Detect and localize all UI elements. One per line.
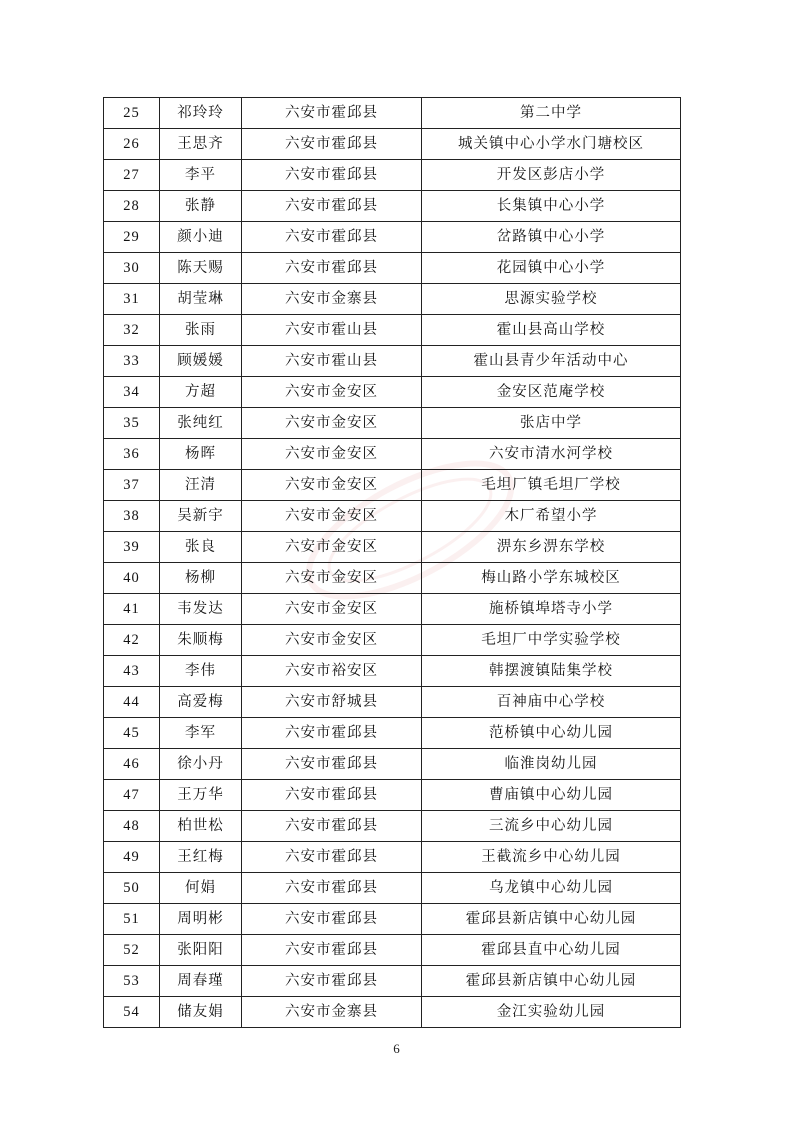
region-cell: 六安市霍邱县: [242, 718, 422, 749]
teacher-name-cell: 胡莹琳: [160, 284, 242, 315]
row-number-cell: 51: [104, 904, 160, 935]
school-cell: 霍邱县新店镇中心幼儿园: [422, 904, 681, 935]
table-row: [104, 284, 681, 315]
table-row: [104, 439, 681, 470]
table-row: [104, 222, 681, 253]
table-row: [104, 625, 681, 656]
table-row: [104, 780, 681, 811]
row-number-cell: 38: [104, 501, 160, 532]
school-cell: 长集镇中心小学: [422, 191, 681, 222]
school-cell: 乌龙镇中心幼儿园: [422, 873, 681, 904]
teacher-name-cell: 王思齐: [160, 129, 242, 160]
school-cell: 毛坦厂中学实验学校: [422, 625, 681, 656]
row-number-cell: 32: [104, 315, 160, 346]
school-cell: 木厂希望小学: [422, 501, 681, 532]
teacher-name-cell: 张雨: [160, 315, 242, 346]
roster-table: [103, 97, 681, 1028]
row-number-cell: 47: [104, 780, 160, 811]
teacher-name-cell: 杨柳: [160, 563, 242, 594]
region-cell: 六安市霍邱县: [242, 749, 422, 780]
region-cell: 六安市金安区: [242, 501, 422, 532]
school-cell: 淠东乡淠东学校: [422, 532, 681, 563]
region-cell: 六安市霍山县: [242, 315, 422, 346]
teacher-name-cell: 何娟: [160, 873, 242, 904]
row-number-cell: 46: [104, 749, 160, 780]
region-cell: 六安市霍邱县: [242, 873, 422, 904]
teacher-name-cell: 李伟: [160, 656, 242, 687]
teacher-name-cell: 李平: [160, 160, 242, 191]
row-number-cell: 31: [104, 284, 160, 315]
table-row: [104, 191, 681, 222]
region-cell: 六安市霍邱县: [242, 842, 422, 873]
table-row: [104, 811, 681, 842]
teacher-name-cell: 祁玲玲: [160, 98, 242, 129]
teacher-name-cell: 张纯红: [160, 408, 242, 439]
teacher-name-cell: 张良: [160, 532, 242, 563]
region-cell: 六安市霍邱县: [242, 904, 422, 935]
school-cell: 岔路镇中心小学: [422, 222, 681, 253]
region-cell: 六安市金安区: [242, 439, 422, 470]
region-cell: 六安市金安区: [242, 563, 422, 594]
row-number-cell: 45: [104, 718, 160, 749]
school-cell: 梅山路小学东城校区: [422, 563, 681, 594]
row-number-cell: 25: [104, 98, 160, 129]
school-cell: 三流乡中心幼儿园: [422, 811, 681, 842]
table-row: [104, 966, 681, 997]
teacher-name-cell: 周明彬: [160, 904, 242, 935]
teacher-name-cell: 储友娟: [160, 997, 242, 1028]
row-number-cell: 33: [104, 346, 160, 377]
row-number-cell: 27: [104, 160, 160, 191]
region-cell: 六安市霍邱县: [242, 935, 422, 966]
row-number-cell: 36: [104, 439, 160, 470]
table-row: [104, 997, 681, 1028]
school-cell: 韩摆渡镇陆集学校: [422, 656, 681, 687]
school-cell: 第二中学: [422, 98, 681, 129]
table-row: [104, 532, 681, 563]
row-number-cell: 29: [104, 222, 160, 253]
row-number-cell: 52: [104, 935, 160, 966]
region-cell: 六安市霍邱县: [242, 222, 422, 253]
teacher-name-cell: 李军: [160, 718, 242, 749]
row-number-cell: 37: [104, 470, 160, 501]
table-row: [104, 501, 681, 532]
teacher-name-cell: 高爱梅: [160, 687, 242, 718]
region-cell: 六安市霍邱县: [242, 129, 422, 160]
teacher-name-cell: 方超: [160, 377, 242, 408]
row-number-cell: 26: [104, 129, 160, 160]
region-cell: 六安市金寨县: [242, 997, 422, 1028]
row-number-cell: 42: [104, 625, 160, 656]
school-cell: 六安市清水河学校: [422, 439, 681, 470]
school-cell: 范桥镇中心幼儿园: [422, 718, 681, 749]
teacher-name-cell: 顾媛媛: [160, 346, 242, 377]
school-cell: 霍山县高山学校: [422, 315, 681, 346]
teacher-name-cell: 杨晖: [160, 439, 242, 470]
teacher-name-cell: 徐小丹: [160, 749, 242, 780]
row-number-cell: 43: [104, 656, 160, 687]
teacher-name-cell: 张阳阳: [160, 935, 242, 966]
table-row: [104, 98, 681, 129]
school-cell: 金安区范庵学校: [422, 377, 681, 408]
school-cell: 王截流乡中心幼儿园: [422, 842, 681, 873]
table-row: [104, 160, 681, 191]
row-number-cell: 28: [104, 191, 160, 222]
table-row: [104, 749, 681, 780]
table-row: [104, 315, 681, 346]
school-cell: 张店中学: [422, 408, 681, 439]
school-cell: 花园镇中心小学: [422, 253, 681, 284]
row-number-cell: 54: [104, 997, 160, 1028]
table-row: [104, 346, 681, 377]
school-cell: 毛坦厂镇毛坦厂学校: [422, 470, 681, 501]
table-row: [104, 253, 681, 284]
region-cell: 六安市霍邱县: [242, 811, 422, 842]
table-row: [104, 129, 681, 160]
teacher-name-cell: 汪清: [160, 470, 242, 501]
roster-table-body: [104, 98, 681, 1028]
table-row: [104, 377, 681, 408]
table-row: [104, 656, 681, 687]
region-cell: 六安市霍邱县: [242, 253, 422, 284]
page-number: 6: [393, 1041, 400, 1056]
region-cell: 六安市霍山县: [242, 346, 422, 377]
school-cell: 思源实验学校: [422, 284, 681, 315]
school-cell: 开发区彭店小学: [422, 160, 681, 191]
region-cell: 六安市霍邱县: [242, 191, 422, 222]
table-row: [104, 873, 681, 904]
school-cell: 城关镇中心小学水门塘校区: [422, 129, 681, 160]
row-number-cell: 53: [104, 966, 160, 997]
table-row: [104, 842, 681, 873]
teacher-name-cell: 吴新宇: [160, 501, 242, 532]
teacher-name-cell: 周春瑾: [160, 966, 242, 997]
school-cell: 霍邱县新店镇中心幼儿园: [422, 966, 681, 997]
teacher-name-cell: 颜小迪: [160, 222, 242, 253]
teacher-name-cell: 王万华: [160, 780, 242, 811]
table-row: [104, 935, 681, 966]
row-number-cell: 50: [104, 873, 160, 904]
row-number-cell: 49: [104, 842, 160, 873]
school-cell: 霍山县青少年活动中心: [422, 346, 681, 377]
region-cell: 六安市金安区: [242, 594, 422, 625]
row-number-cell: 35: [104, 408, 160, 439]
table-row: [104, 904, 681, 935]
region-cell: 六安市金安区: [242, 408, 422, 439]
school-cell: 金江实验幼儿园: [422, 997, 681, 1028]
region-cell: 六安市舒城县: [242, 687, 422, 718]
teacher-name-cell: 柏世松: [160, 811, 242, 842]
row-number-cell: 48: [104, 811, 160, 842]
teacher-name-cell: 张静: [160, 191, 242, 222]
row-number-cell: 41: [104, 594, 160, 625]
region-cell: 六安市裕安区: [242, 656, 422, 687]
region-cell: 六安市霍邱县: [242, 160, 422, 191]
table-row: [104, 563, 681, 594]
row-number-cell: 40: [104, 563, 160, 594]
row-number-cell: 30: [104, 253, 160, 284]
table-row: [104, 594, 681, 625]
region-cell: 六安市金安区: [242, 377, 422, 408]
region-cell: 六安市金安区: [242, 470, 422, 501]
teacher-name-cell: 陈天赐: [160, 253, 242, 284]
row-number-cell: 39: [104, 532, 160, 563]
teacher-name-cell: 朱顺梅: [160, 625, 242, 656]
teacher-name-cell: 王红梅: [160, 842, 242, 873]
region-cell: 六安市霍邱县: [242, 98, 422, 129]
school-cell: 临淮岗幼儿园: [422, 749, 681, 780]
school-cell: 施桥镇埠塔寺小学: [422, 594, 681, 625]
teacher-name-cell: 韦发达: [160, 594, 242, 625]
region-cell: 六安市霍邱县: [242, 780, 422, 811]
row-number-cell: 44: [104, 687, 160, 718]
table-row: [104, 687, 681, 718]
region-cell: 六安市金安区: [242, 532, 422, 563]
school-cell: 霍邱县直中心幼儿园: [422, 935, 681, 966]
school-cell: 曹庙镇中心幼儿园: [422, 780, 681, 811]
region-cell: 六安市霍邱县: [242, 966, 422, 997]
row-number-cell: 34: [104, 377, 160, 408]
region-cell: 六安市金安区: [242, 625, 422, 656]
table-row: [104, 470, 681, 501]
table-row: [104, 408, 681, 439]
table-row: [104, 718, 681, 749]
school-cell: 百神庙中心学校: [422, 687, 681, 718]
region-cell: 六安市金寨县: [242, 284, 422, 315]
